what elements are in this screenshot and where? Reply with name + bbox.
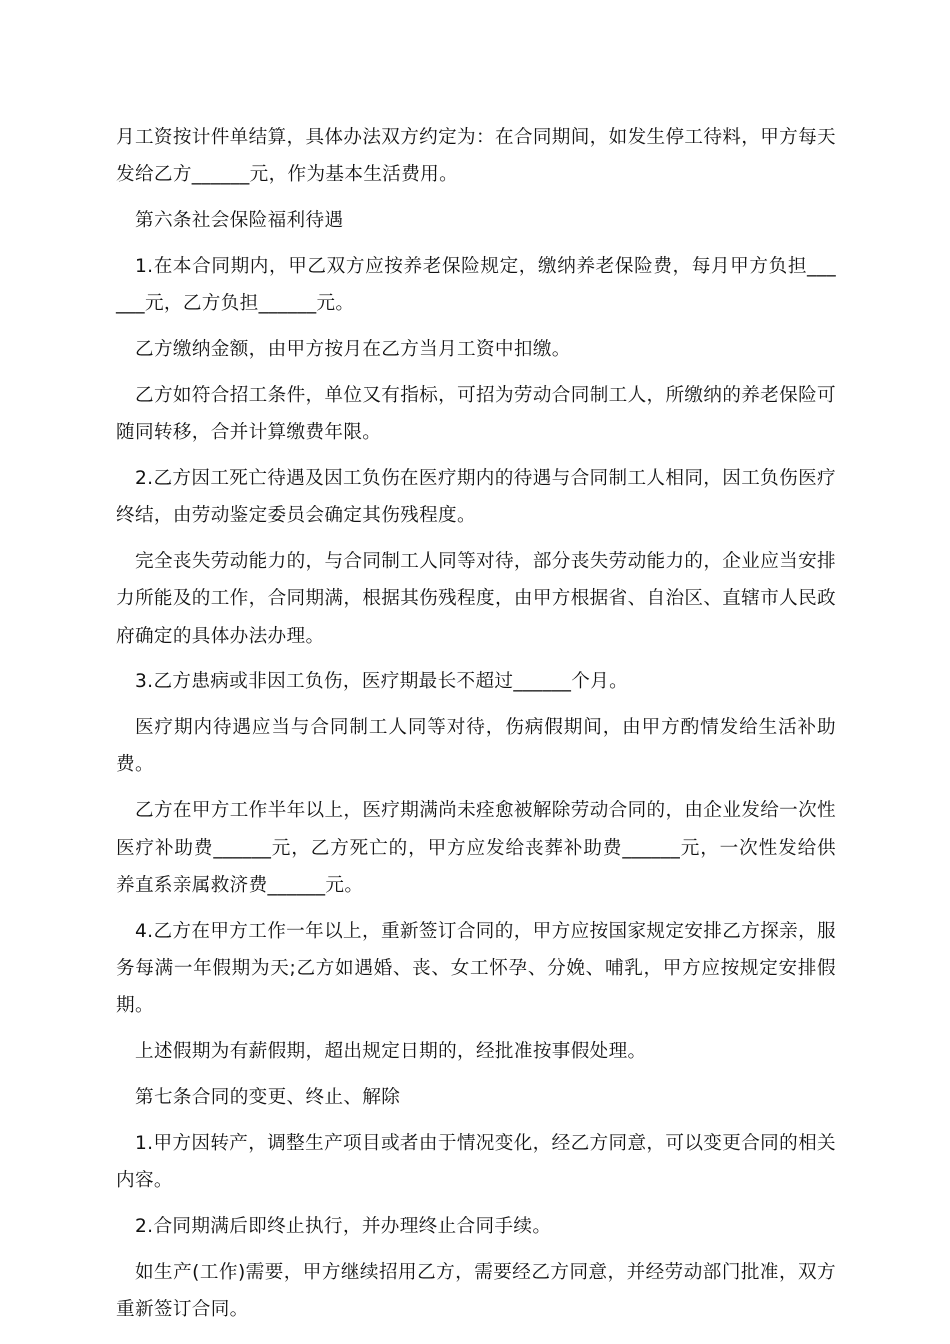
paragraph-pension-deduction: 乙方缴纳金额，由甲方按月在乙方当月工资中扣缴。: [135, 338, 571, 360]
section-heading-article-6: 第六条社会保险福利待遇: [135, 210, 344, 232]
paragraph-contract-termination: 2.合同期满后即终止执行，并办理终止合同手续。: [135, 1215, 552, 1237]
paragraph-contract-change: 1.甲方因转产，调整生产项目或者由于情况变化，经乙方同意，可以变更合同的相关内容。: [116, 1132, 836, 1191]
paragraph-contract-renewal: 如生产(工作)需要，甲方继续招用乙方，需要经乙方同意，并经劳动部门批准，双方重新签订合同。: [116, 1261, 836, 1320]
paragraph-disability: 完全丧失劳动能力的，与合同制工人同等对待，部分丧失劳动能力的，企业应当安排力所能及的工作，合同期满，根据其伤残程度，由甲方根据省、自治区、直辖市人民政府确定的具体办法办理。: [116, 550, 836, 647]
paragraph-medical-treatment: 医疗期内待遇应当与合同制工人同等对待，伤病假期间，由甲方酌情发给生活补助费。: [116, 717, 836, 776]
paragraph-pension-transfer: 乙方如符合招工条件，单位又有指标，可招为劳动合同制工人，所缴纳的养老保险可随同转移，合并计算缴费年限。: [116, 384, 836, 444]
paragraph-medical-subsidy: 乙方在甲方工作半年以上，医疗期满尚未痊愈被解除劳动合同的，由企业发给一次性医疗补助费______元，乙方死亡的，甲方应发给丧葬补助费______元，一次性发给供养直系亲属救济费______元。: [116, 800, 836, 896]
paragraph-wage-settlement: 月工资按计件单结算，具体办法双方约定为：在合同期间，如发生停工待料，甲方每天发给乙方______元，作为基本生活费用。: [116, 127, 836, 186]
paragraph-work-injury: 2.乙方因工死亡待遇及因工负伤在医疗期内的待遇与合同制工人相同，因工负伤医疗终结，由劳动鉴定委员会确定其伤残程度。: [116, 467, 836, 527]
section-heading-article-7: 第七条合同的变更、终止、解除: [135, 1086, 401, 1108]
paragraph-pension-insurance: 1.在本合同期内，甲乙双方应按养老保险规定，缴纳养老保险费，每月甲方负担______元，乙方负担______元。: [116, 255, 836, 315]
paragraph-leave-entitlement: 4.乙方在甲方工作一年以上，重新签订合同的，甲方应按国家规定安排乙方探亲，服务每满一年假期为天;乙方如遇婚、丧、女工怀孕、分娩、哺乳，甲方应按规定安排假期。: [116, 920, 836, 1017]
paragraph-sick-leave: 3.乙方患病或非因工负伤，医疗期最长不超过______个月。: [135, 671, 629, 693]
document-body: [116, 119, 836, 1337]
paragraph-paid-leave: 上述假期为有薪假期，超出规定日期的，经批准按事假处理。: [135, 1041, 647, 1063]
